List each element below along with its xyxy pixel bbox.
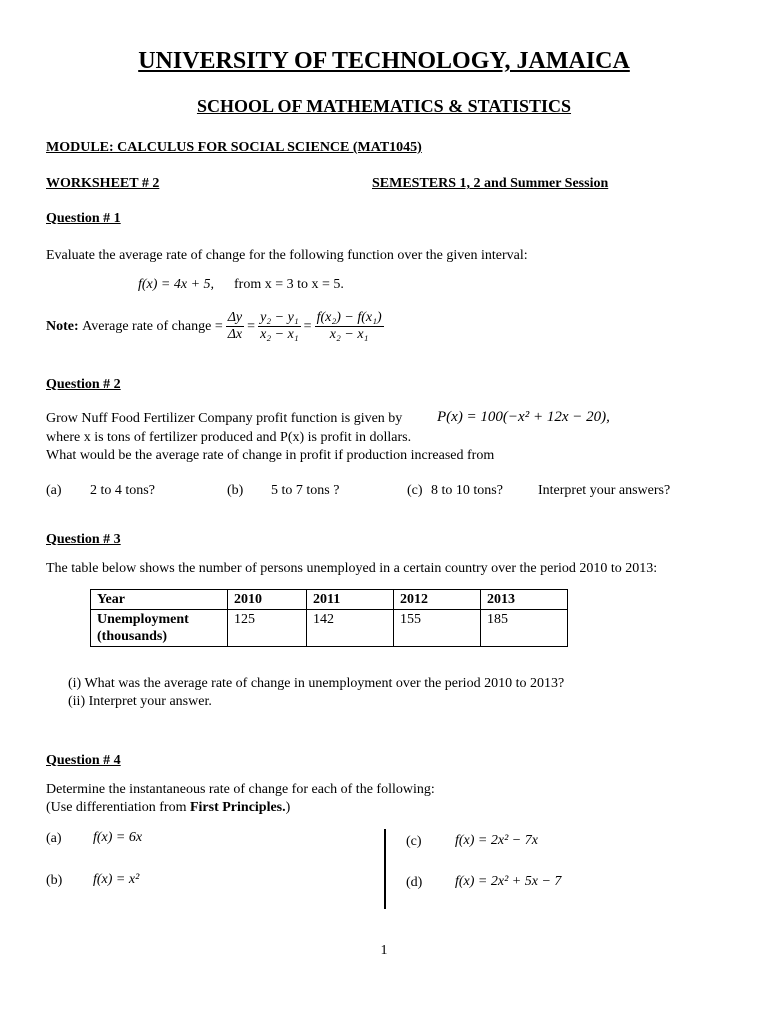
question-3-sub-i: (i) What was the average rate of change in unemployment over the period 2010 to 2013?	[68, 676, 565, 691]
table-cell: 2011	[307, 590, 394, 610]
table-cell: Unemployment (thousands)	[91, 610, 228, 647]
question-3-text: The table below shows the number of persons unemployed in a certain country over the period 2010 to 2013:	[46, 561, 658, 576]
page-number: 1	[380, 943, 388, 958]
table-cell: 2013	[481, 590, 568, 610]
part-c-label: (c)	[406, 834, 422, 849]
part-a-label: (a)	[46, 483, 62, 498]
profit-formula: P(x) = 100(−x² + 12x − 20),	[437, 409, 610, 425]
university-title: UNIVERSITY OF TECHNOLOGY, JAMAICA	[138, 48, 630, 74]
part-d-label: (d)	[406, 875, 423, 890]
part-b-label: (b)	[46, 873, 63, 888]
question-4-heading: Question # 4	[46, 753, 121, 768]
table-cell: 2012	[394, 590, 481, 610]
function-d: f(x) = 2x² + 5x − 7	[455, 874, 562, 889]
table-cell: 185	[481, 610, 568, 647]
school-title: SCHOOL OF MATHEMATICS & STATISTICS	[196, 96, 572, 116]
table-cell: 142	[307, 610, 394, 647]
function-a: f(x) = 6x	[93, 830, 143, 845]
question-1-heading: Question # 1	[46, 211, 121, 226]
question-2-heading: Question # 2	[46, 377, 121, 392]
note-text: Average rate of change =	[82, 318, 223, 334]
function-c: f(x) = 2x² − 7x	[455, 833, 538, 848]
fraction-delta: $\frac{\Delta y}{\Delta x}$	[227, 310, 243, 343]
module-title: MODULE: CALCULUS FOR SOCIAL SCIENCE (MAT1045)	[46, 140, 422, 155]
question-1-function: f(x) = 4x + 5,	[138, 277, 215, 292]
question-4-line2: (Use differentiation from First Principles.)	[46, 800, 291, 815]
fraction-f-over-x: $\frac{\text{f(x₂) − f(x₁)}}{\text{x₂ − x₁}}$	[316, 310, 382, 343]
question-2-line3: What would be the average rate of change in profit if production increased from	[46, 448, 495, 463]
part-b-text: 5 to 7 tons ?	[271, 483, 340, 498]
function-b: f(x) = x²	[93, 872, 140, 887]
unemployment-table	[90, 589, 568, 647]
question-4-line1: Determine the instantaneous rate of change for each of the following:	[46, 782, 435, 797]
interpret-text: Interpret your answers?	[538, 483, 671, 498]
table-cell: 2010	[228, 590, 307, 610]
worksheet-label: WORKSHEET # 2	[46, 176, 160, 191]
part-c-label: (c)	[407, 483, 423, 498]
table-row	[91, 610, 568, 647]
part-a-text: 2 to 4 tons?	[90, 483, 155, 498]
part-b-label: (b)	[227, 483, 244, 498]
question-1-interval: from x = 3 to x = 5.	[234, 277, 344, 292]
part-a-label: (a)	[46, 831, 62, 846]
part-c-text: 8 to 10 tons?	[431, 483, 503, 498]
semesters-label: SEMESTERS 1, 2 and Summer Session	[372, 176, 609, 191]
note-label: Note:	[46, 318, 79, 334]
table-cell: 155	[394, 610, 481, 647]
column-divider	[384, 829, 386, 909]
question-3-heading: Question # 3	[46, 532, 121, 547]
fraction-y-over-x: $\frac{\text{y₂ − y₁}}{\text{x₂ − x₁}}$	[260, 310, 299, 343]
question-1-text: Evaluate the average rate of change for the following function over the given interval:	[46, 248, 528, 263]
question-3-sub-ii: (ii) Interpret your answer.	[68, 694, 212, 709]
question-2-line1: Grow Nuff Food Fertilizer Company profit function is given by	[46, 411, 403, 426]
question-1-note: Note: Average rate of change = $\frac{\Delta y}{\Delta x}$ = $\frac{\text{y₂ − y₁}}{\text{x₂ − x₁}}$ = $\frac{\text{f(x₂) − f(x₁)}}{\text{x₂ − x₁}}$	[46, 310, 382, 343]
table-cell: Year	[91, 590, 228, 610]
table-cell: 125	[228, 610, 307, 647]
table-header-row	[91, 590, 568, 610]
question-2-line2: where x is tons of fertilizer produced and P(x) is profit in dollars.	[46, 430, 412, 445]
